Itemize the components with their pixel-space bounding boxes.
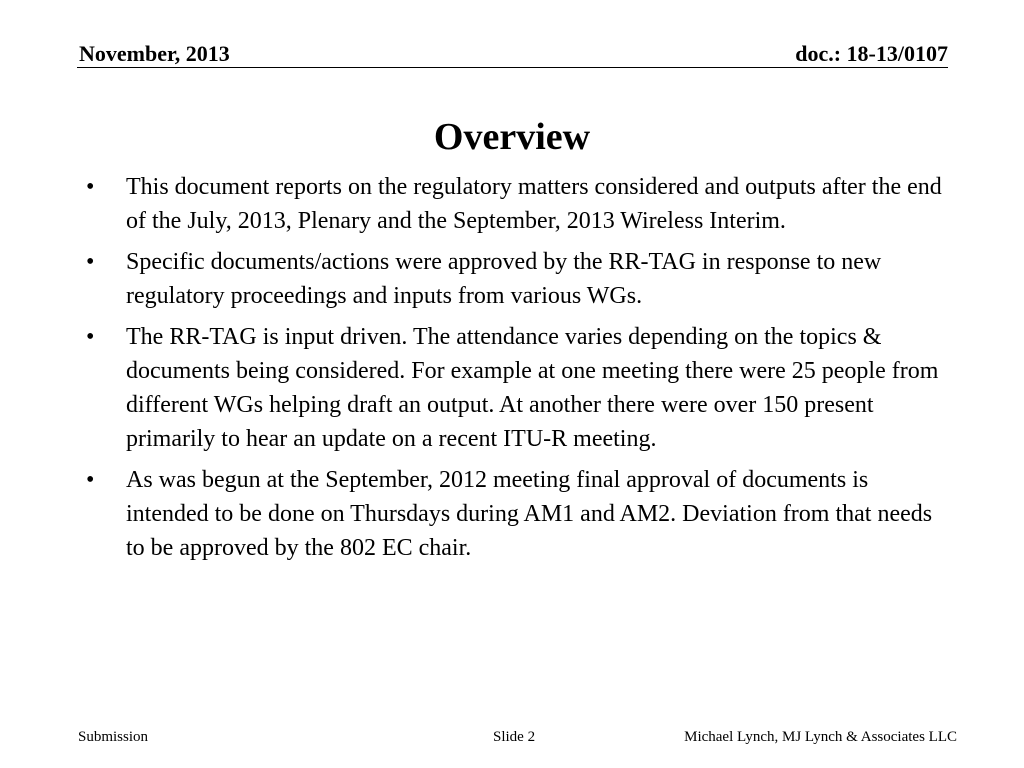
bullet-text: The RR-TAG is input driven. The attendance varies depending on the topics & documents being considered. For example at one meeting there were 25 people from different WGs helping draft an output. At another there were over 150 present primarily to hear an update on a recent ITU-R meeting. [126, 324, 939, 452]
bullet-text: This document reports on the regulatory matters considered and outputs after the end of the July, 2013, Plenary and the September, 2013 Wireless Interim. [126, 174, 942, 234]
bullet-item [84, 170, 954, 238]
bullet-item [84, 245, 954, 313]
bullet-marker: • [86, 324, 95, 350]
header-date: November, 2013 [79, 41, 230, 66]
footer-slide-number: Slide 2 [493, 729, 536, 745]
bullet-item [84, 463, 954, 565]
footer-submission: Submission [78, 729, 149, 745]
bullet-marker: • [86, 467, 95, 493]
header-doc-number: doc.: 18-13/0107 [795, 41, 948, 66]
bullet-marker: • [86, 174, 95, 200]
bullet-list [84, 170, 954, 572]
bullet-item [84, 320, 954, 456]
slide-title: Overview [433, 116, 591, 158]
header-divider [77, 67, 948, 68]
bullet-text: Specific documents/actions were approved by the RR-TAG in response to new regulatory proceedings and inputs from various WGs. [126, 249, 882, 309]
footer-author: Michael Lynch, MJ Lynch & Associates LLC [684, 729, 957, 745]
bullet-marker: • [86, 249, 95, 275]
bullet-text: As was begun at the September, 2012 meeting final approval of documents is intended to be done on Thursdays during AM1 and AM2. Deviation from that needs to be approved by the 802 EC chair. [126, 467, 933, 561]
